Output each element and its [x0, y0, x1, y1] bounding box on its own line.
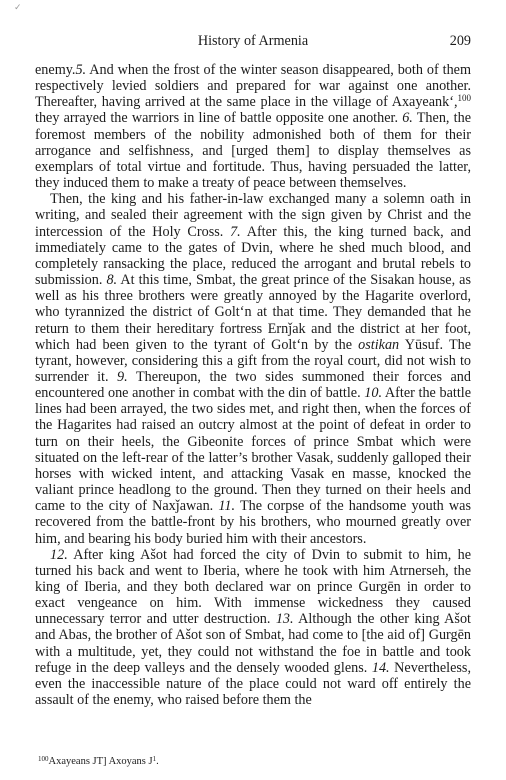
italic-text: 6. [402, 110, 413, 127]
text-run: they arrayed the warriors in line of battle opposite one another. [35, 110, 403, 127]
paragraph [35, 191, 471, 546]
text-run: Axayeans JT] Axoyans J [48, 756, 153, 767]
italic-text: 13. [275, 611, 294, 628]
italic-text: 10. [364, 385, 383, 402]
text-run: After the battle lines had been arrayed, the two sides met, and right then, when the forces of the Hagarites had raised an outcry almost at the point of defeat in order to turn on their heels, the Gibeonite forces of prince Smbat which were situated on the left-rear of the latter’s brother Vasak, suddenly galloped their horses with wicked intent, and attacking Vasak en masse, knocked the valiant prince headlong to the ground. Then they turned on their heels and came to the city of Naxǰawan. [35, 385, 471, 515]
text-run: Nevertheless, even the inaccessible nature of the place could not ward off entirely the assault of the enemy, who raised before them the [35, 659, 471, 709]
italic-text: 9. [117, 368, 128, 385]
text-run: Then, the king and his father-in-law exchanged many a solemn oath in writing, and sealed their agreement with the sign given by Christ and the intercession of the Holy Cross. [35, 191, 471, 240]
text-run: Yūsuf. The tyrant, however, considering this a gift from the royal court, did not wish to surrender it. [35, 336, 471, 385]
corner-mark: ✓ [14, 2, 22, 12]
italic-text: 12. [50, 546, 68, 563]
footnote-ref: 100 [457, 93, 471, 104]
footnote-ref: 100 [38, 755, 49, 763]
footnote-ref: 1 [152, 755, 157, 763]
italic-text: 11. [218, 498, 236, 515]
italic-text: 8. [106, 272, 118, 289]
italic-text: 14. [371, 659, 390, 676]
italic-text: 5. [75, 62, 87, 78]
text-run: . [156, 756, 159, 767]
text-run: Thereupon, the two sides summoned their forces and encountered one another in combat with the din of battle. [35, 368, 471, 402]
text-run: At this time, Smbat, the great prince of the Sisakan house, as well as his three brothers were greatly annoyed by the Hagarite overlord, who tyrannized the district of Golt‘n at that time. They demanded that he return to them their hereditary fortress Ernǰak and the district at her foot, which had been given to the tyrant of Golt‘n by the [35, 272, 471, 353]
text-run: After this, the king turned back, and immediately came to the gates of Dvin, where he shed much blood, and completely ransacking the place, reduced the arrogant and brutal rebels to submission. [35, 223, 471, 289]
italic-text: 7. [230, 223, 241, 240]
footnote [38, 756, 468, 767]
running-head [35, 33, 471, 51]
text-run: Although the other king Ašot and Abas, the brother of Ašot son of Smbat, had come to [the aid of] Gurgēn with a multitude, yet, they could not withstand the foe in battle and took refuge in the deep valleys and the densely wooded glens. [35, 611, 471, 676]
text-run: The corpse of the handsome youth was recovered from the battle-front by his brothers, who mourned greatly over him, and bearing his body buried him with their ancestors. [35, 498, 471, 547]
paragraph [35, 62, 471, 191]
page-number: 209 [449, 33, 471, 49]
body-text [35, 62, 471, 708]
paragraph [35, 547, 471, 709]
running-title: History of Armenia [197, 33, 309, 49]
text-run: After king Ašot had forced the city of Dvin to submit to him, he turned his back and went to Iberia, where he took with him Atrnerseh, the king of Iberia, and they both declared war on prince Gurgēn in order to exact vengeance on him. With immense wickedness they caused unnecessary terror and utter destruction. [35, 546, 471, 628]
text-run: And when the frost of the winter season disappeared, both of them respectively levied soldiers and prepared for war against one another. Thereafter, having arrived at the same place in the village of Axayeank‘, [35, 62, 471, 111]
text-run: enemy. [35, 62, 76, 78]
text-run: Then, the foremost members of the nobility admonished both of them for their arrogance and selfishness, and [urged them] to display themselves as exemplars of total virtue and fortitude. Thus, having persuaded the latter, they induced them to make a treaty of peace between themselves. [35, 110, 471, 192]
italic-text: ostikan [358, 336, 400, 353]
